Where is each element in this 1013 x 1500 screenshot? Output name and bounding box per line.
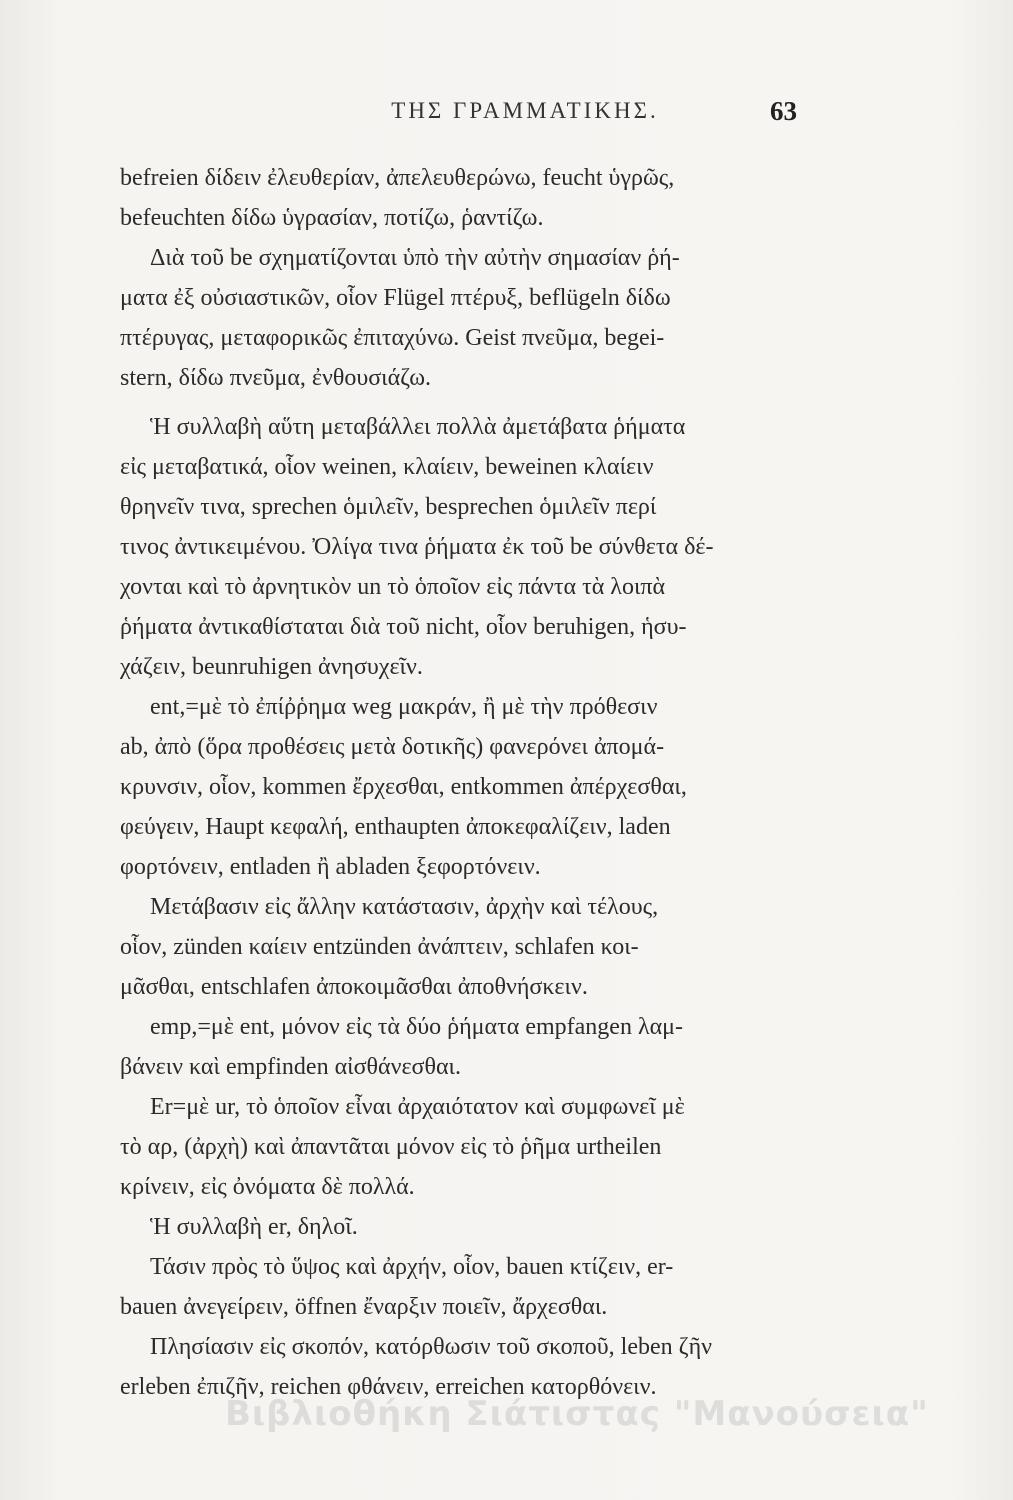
text-line: ab, ἀπὸ (ὅρα προθέσεις μετὰ δοτικῆς) φανερόνει ἀπομά- <box>120 734 665 760</box>
text-line: bauen ἀνεγείρειν, öffnen ἔναρξιν ποιεῖν, ἄρχεσθαι. <box>120 1294 608 1320</box>
text-line: emp,=μὲ ent, μόνον εἰς τὰ δύο ῥήματα empfangen λαμ- <box>150 1014 684 1040</box>
text-line: Ἡ συλλαβὴ αὕτη μεταβάλλει πολλὰ ἀμετάβατα ῥήματα <box>150 414 686 440</box>
text-line: Τάσιν πρὸς τὸ ὕψος καὶ ἀρχήν, οἷον, bauen κτίζειν, er- <box>150 1254 674 1280</box>
text-line: Μετάβασιν εἰς ἄλλην κατάστασιν, ἀρχὴν καὶ τέλους, <box>150 894 659 920</box>
text-line: χάζειν, beunruhigen ἀνησυχεῖν. <box>120 654 423 680</box>
text-line: ent,=μὲ τὸ ἐπίῤῥημα weg μακράν, ἢ μὲ τὴν πρόθεσιν <box>150 694 658 720</box>
text-line: τὸ αρ, (ἀρχὴ) καὶ ἀπαντᾶται μόνον εἰς τὸ ῥῆμα urtheilen <box>120 1134 662 1160</box>
library-watermark: Βιβλιοθήκη Σιάτιστας "Μανούσεια" <box>225 1394 929 1434</box>
text-line: χονται καὶ τὸ ἀρνητικὸν un τὸ ὁποῖον εἰς πάντα τὰ λοιπὰ <box>120 574 666 600</box>
text-line: befeuchten δίδω ὑγρασίαν, ποτίζω, ῥαντίζω. <box>120 205 544 231</box>
text-line: κρυνσιν, οἷον, kommen ἔρχεσθαι, entkommen ἀπέρχεσθαι, <box>120 774 687 800</box>
text-line: ῥήματα ἀντικαθίσταται διὰ τοῦ nicht, οἷον beruhigen, ἡσυ- <box>120 614 687 640</box>
text-line: μᾶσθαι, entschlafen ἀποκοιμᾶσθαι ἀποθνήσκειν. <box>120 974 588 1000</box>
text-line: εἰς μεταβατικά, οἷον weinen, κλαίειν, beweinen κλαίειν <box>120 454 654 480</box>
text-line: Πλησίασιν εἰς σκοπόν, κατόρθωσιν τοῦ σκοποῦ, leben ζῆν <box>150 1334 712 1360</box>
text-line: Er=μὲ ur, τὸ ὁποῖον εἶναι ἀρχαιότατον καὶ συμφωνεῖ μὲ <box>150 1094 685 1120</box>
text-line: θρηνεῖν τινα, sprechen ὁμιλεῖν, besprechen ὁμιλεῖν περί <box>120 494 657 520</box>
text-line: οἷον, zünden καίειν entzünden ἀνάπτειν, schlafen κοι- <box>120 934 639 960</box>
text-line: erleben ἐπιζῆν, reichen φθάνειν, erreichen κατορθόνειν. <box>120 1374 657 1400</box>
text-line: Διὰ τοῦ be σχηματίζονται ὑπὸ τὴν αὐτὴν σημασίαν ῥή- <box>150 245 680 271</box>
page-number: 63 <box>770 96 797 126</box>
text-line: φορτόνειν, entladen ἢ abladen ξεφορτόνειν. <box>120 854 541 880</box>
text-line: φεύγειν, Haupt κεφαλή, enthaupten ἀποκεφαλίζειν, laden <box>120 814 671 840</box>
text-line: κρίνειν, εἰς ὀνόματα δὲ πολλά. <box>120 1174 415 1200</box>
text-line: πτέρυγας, μεταφορικῶς ἐπιταχύνω. Geist πνεῦμα, begei- <box>120 325 665 351</box>
running-title: ΤΗΣ ΓΡΑΜΜΑΤΙΚΗΣ. <box>391 98 659 123</box>
text-line: Ἡ συλλαβὴ er, δηλοῖ. <box>150 1214 358 1240</box>
text-line: ματα ἐξ οὐσιαστικῶν, οἷον Flügel πτέρυξ, beflügeln δίδω <box>120 285 671 311</box>
text-line: befreien δίδειν ἐλευθερίαν, ἀπελευθερώνω, feucht ὑγρῶς, <box>120 165 675 191</box>
text-line: stern, δίδω πνεῦμα, ἐνθουσιάζω. <box>120 365 432 391</box>
text-line: βάνειν καὶ empfinden αἰσθάνεσθαι. <box>120 1054 462 1080</box>
text-line: τινος ἀντικειμένου. Ὀλίγα τινα ῥήματα ἐκ τοῦ be σύνθετα δέ- <box>120 534 714 560</box>
page-body <box>120 158 810 1407</box>
